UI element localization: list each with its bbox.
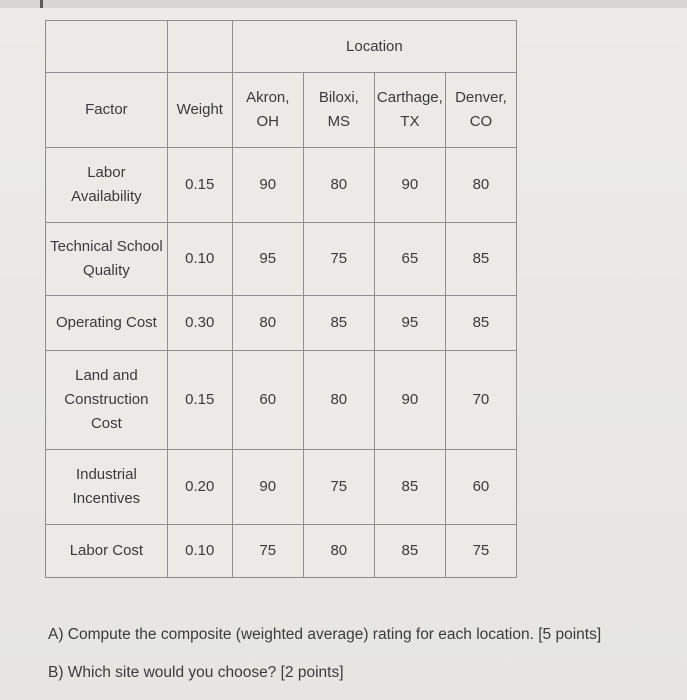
rating-cell: 85 [374,450,445,525]
factor-cell: Operating Cost [46,296,168,351]
rating-cell: 85 [303,296,374,351]
rating-cell: 65 [374,223,445,296]
rating-cell: 95 [232,223,303,296]
factor-cell: Labor Availability [46,148,168,223]
rating-cell: 60 [445,450,516,525]
rating-cell: 90 [374,351,445,450]
rating-cell: 80 [303,148,374,223]
top-edge-bar [0,0,687,8]
table-row [46,148,517,223]
factor-cell: Industrial Incentives [46,450,168,525]
empty-weight-title-cell [167,21,232,73]
factor-cell: Technical School Quality [46,223,168,296]
rating-cell: 75 [303,223,374,296]
table-row [46,296,517,351]
factor-cell: Land and Construction Cost [46,351,168,450]
rating-cell: 95 [374,296,445,351]
factor-rating-table-container [45,20,517,576]
location-title-cell: Location [232,21,516,73]
weight-cell: 0.10 [167,223,232,296]
factor-header: Factor [46,73,168,148]
question-b: B) Which site would you choose? [2 points] [48,664,344,681]
rating-cell: 80 [445,148,516,223]
weight-cell: 0.10 [167,525,232,578]
rating-cell: 80 [232,296,303,351]
table-row [46,223,517,296]
table-row [46,525,517,578]
rating-cell: 85 [445,296,516,351]
location-header-denver: Denver, CO [445,73,516,148]
weight-cell: 0.15 [167,148,232,223]
rating-cell: 90 [232,450,303,525]
rating-cell: 80 [303,351,374,450]
weight-cell: 0.15 [167,351,232,450]
rating-cell: 85 [445,223,516,296]
location-header-akron: Akron, OH [232,73,303,148]
questions-block [48,623,668,699]
table-title-row [46,21,517,73]
weight-cell: 0.30 [167,296,232,351]
question-a: A) Compute the composite (weighted average) rating for each location. [5 points] [48,626,602,643]
edge-marker [40,0,43,8]
table-row [46,450,517,525]
weight-cell: 0.20 [167,450,232,525]
rating-cell: 80 [303,525,374,578]
location-header-biloxi: Biloxi, MS [303,73,374,148]
rating-cell: 75 [445,525,516,578]
factor-cell: Labor Cost [46,525,168,578]
factor-rating-table [45,20,517,578]
rating-cell: 75 [303,450,374,525]
rating-cell: 60 [232,351,303,450]
rating-cell: 75 [232,525,303,578]
table-header-row [46,73,517,148]
table-row [46,351,517,450]
rating-cell: 70 [445,351,516,450]
location-header-carthage: Carthage, TX [374,73,445,148]
rating-cell: 90 [232,148,303,223]
empty-corner-cell [46,21,168,73]
rating-cell: 85 [374,525,445,578]
weight-header: Weight [167,73,232,148]
rating-cell: 90 [374,148,445,223]
